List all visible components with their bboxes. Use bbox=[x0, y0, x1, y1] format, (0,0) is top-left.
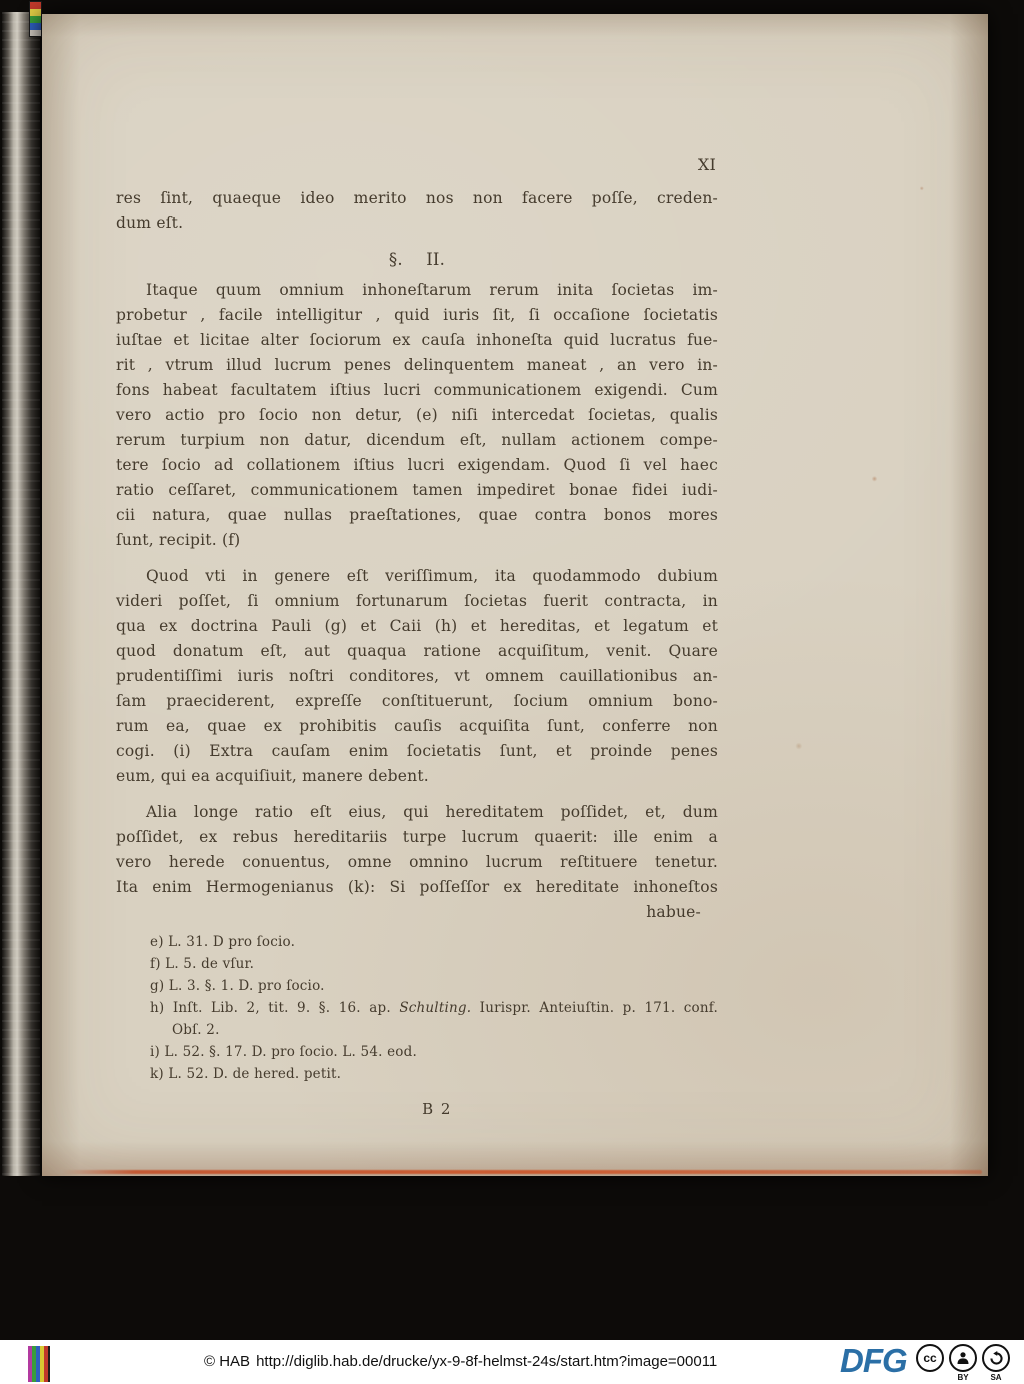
red-fore-edge bbox=[62, 1170, 982, 1174]
cc-license-icons bbox=[916, 1344, 1010, 1382]
footnote: k) L. 52. D. de hered. petit. bbox=[150, 1066, 342, 1082]
text-line: rit , vtrum illud lucrum penes delinquentem maneat , an vero in- bbox=[116, 356, 718, 374]
cc-license-item[interactable] bbox=[916, 1344, 944, 1382]
text-line: vero actio pro ſocio non detur, (e) niſi intercedat ſocietas, qualis bbox=[116, 406, 718, 424]
creative-commons-icon[interactable]: cc bbox=[916, 1344, 944, 1372]
cc-sa-label: SA bbox=[990, 1373, 1002, 1382]
footnote bbox=[150, 997, 718, 1019]
text-line: Itaque quum omnium inhoneſtarum rerum inita ſocietas im- bbox=[146, 281, 718, 299]
paragraph bbox=[116, 564, 718, 789]
text-line: Alia longe ratio eſt eius, qui hereditatem poſſidet, et, dum bbox=[146, 803, 718, 821]
text-line: cogi. (i) Extra cauſam enim ſocietatis ſunt, et proinde penes bbox=[116, 742, 718, 760]
text-line: ratio ceſſaret, communicationem tamen impediret bonae fidei iudi- bbox=[116, 481, 718, 499]
footnote: i) L. 52. §. 17. D. pro ſocio. L. 54. eod. bbox=[150, 1044, 417, 1060]
copyright-label: © HAB bbox=[204, 1353, 251, 1370]
text-line: rerum turpium non datur, dicendum eſt, nullam actionem compe- bbox=[116, 431, 718, 449]
footer-source-line bbox=[204, 1353, 717, 1370]
text-line: res ſint, quaeque ideo merito nos non facere poſſe, creden- bbox=[116, 189, 718, 207]
footnote: g) L. 3. §. 1. D. pro ſocio. bbox=[150, 978, 325, 994]
source-url[interactable]: http://diglib.hab.de/drucke/yx-9-8f-helmst-24s/start.htm?image=00011 bbox=[256, 1353, 718, 1370]
footnote: e) L. 31. D pro ſocio. bbox=[150, 934, 296, 950]
text-line: ſam praeciderent, expreſſe conſtituerunt, ſocium omnium bono- bbox=[116, 692, 718, 710]
text-line: cii natura, quae nullas praeſtationes, quae contra bonos mores bbox=[116, 506, 718, 524]
text-line: iuſtae et licitae alter ſociorum ex cauſa inhoneſta quid lucratus fue- bbox=[116, 331, 718, 349]
text-line: vero herede conuentus, omne omnino lucrum reſtituere tenetur. bbox=[116, 853, 718, 871]
cc-share-alike-icon[interactable] bbox=[982, 1344, 1010, 1372]
footnote-continuation: Obſ. 2. bbox=[172, 1022, 220, 1038]
text-line: prudentiſſimi iuris noſtri conditores, vt omnem cauillationibus an- bbox=[116, 667, 718, 685]
footer-bar bbox=[0, 1340, 1024, 1384]
text-line: poſſidet, ex rebus hereditariis turpe lucrum quaerit: ille enim a bbox=[116, 828, 718, 846]
text-line: videri poſſet, ſi omnium fortunarum ſocietas fuerit contracta, in bbox=[116, 592, 718, 610]
text-line: Quod vti in genere eſt veriſſimum, ita quodammodo dubium bbox=[146, 567, 718, 585]
section-heading: §. II. bbox=[388, 250, 446, 269]
color-calibration-strip-top bbox=[30, 2, 41, 36]
paragraph bbox=[116, 186, 718, 236]
text-line: quod donatum eſt, aut quaqua ratione acquiſitum, venit. Quare bbox=[116, 642, 718, 660]
catchword: habue- bbox=[646, 903, 701, 921]
text-line: fons habeat facultatem iſtius lucri communicationem exigendi. Cum bbox=[116, 381, 718, 399]
text-line: probetur , facile intelligitur , quid iuris ſit, ſi occaſione ſocietatis bbox=[116, 306, 718, 324]
text-block bbox=[116, 152, 718, 1122]
footnotes bbox=[116, 931, 718, 1085]
text-line: tere ſocio ad collationem iſtius lucri exigendam. Quod ſi vel haec bbox=[116, 456, 718, 474]
book-page-scan bbox=[42, 14, 988, 1176]
paragraph bbox=[116, 278, 718, 553]
text-line: dum eſt. bbox=[116, 214, 184, 232]
cc-by-label: BY bbox=[957, 1373, 969, 1382]
text-line: ſunt, recipit. (f) bbox=[116, 531, 241, 549]
text-line: qua ex doctrina Pauli (g) et Caii (h) et hereditas, et legatum et bbox=[116, 617, 718, 635]
text-line: rum ea, quae ex prohibitis cauſis acquiſita ſunt, conferre non bbox=[116, 717, 718, 735]
footnote: f) L. 5. de vſur. bbox=[150, 956, 255, 972]
text-line: eum, qui ea acquiſiuit, manere debent. bbox=[116, 767, 429, 785]
cc-attribution-person-icon[interactable] bbox=[949, 1344, 977, 1372]
gathering-signature: B 2 bbox=[422, 1100, 452, 1118]
footnote-author-italic: Schulting. bbox=[399, 1000, 472, 1016]
cc-license-item[interactable] bbox=[949, 1344, 977, 1382]
text-line: Ita enim Hermogenianus (k): Si poſſeſſor ex hereditate inhoneſtos bbox=[116, 878, 718, 896]
footnote-text: h) Inſt. Lib. 2, tit. 9. §. 16. ap. bbox=[150, 1000, 400, 1016]
footnote-text: Iurispr. Anteiuſtin. p. 171. conf. bbox=[471, 1000, 718, 1016]
paragraph bbox=[116, 800, 718, 900]
color-calibration-strip-bottom bbox=[28, 1346, 50, 1382]
cc-license-item[interactable] bbox=[982, 1344, 1010, 1382]
page-number: XI bbox=[697, 155, 716, 174]
book-edge bbox=[2, 12, 40, 1176]
dfg-logo[interactable]: DFG bbox=[840, 1342, 907, 1379]
